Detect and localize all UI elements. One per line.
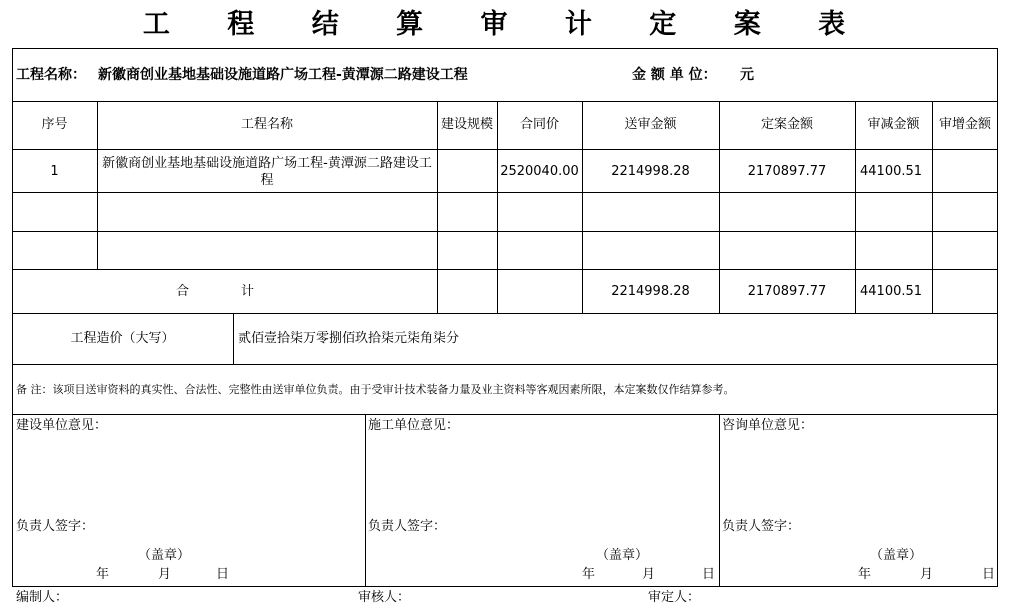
consultant-opinion: 咨询单位意见： bbox=[722, 418, 814, 433]
divider bbox=[12, 414, 998, 415]
row-contract: 2520040.00 bbox=[500, 164, 579, 179]
date-month: 月 bbox=[158, 567, 172, 582]
divider bbox=[365, 414, 366, 587]
seal-label: （盖章） bbox=[870, 548, 923, 563]
signature-label: 负责人签字： bbox=[16, 519, 95, 534]
reviewed-by: 审核人： bbox=[358, 590, 411, 605]
prepared-by: 编制人： bbox=[16, 590, 69, 605]
header-name: 工程名称 bbox=[240, 117, 293, 132]
construction-unit-opinion: 建设单位意见： bbox=[16, 418, 108, 433]
divider bbox=[12, 149, 998, 150]
divider bbox=[12, 192, 998, 193]
total-reduced: 44100.51 bbox=[860, 284, 923, 299]
header-increased: 审增金额 bbox=[938, 117, 991, 132]
project-name-label: 工程名称： bbox=[16, 67, 86, 83]
signature-label: 负责人签字： bbox=[722, 519, 801, 534]
price-words-value: 贰佰壹拾柒万零捌佰玖拾柒元柒角柒分 bbox=[238, 331, 460, 346]
divider bbox=[719, 414, 720, 587]
date-day: 日 bbox=[702, 567, 716, 582]
total-submitted: 2214998.28 bbox=[611, 284, 690, 299]
total-label: 合 计 bbox=[176, 284, 255, 299]
amount-unit: 元 bbox=[740, 67, 754, 83]
header-no: 序号 bbox=[41, 117, 68, 132]
divider bbox=[12, 101, 998, 102]
date-day: 日 bbox=[216, 567, 230, 582]
header-submitted: 送审金额 bbox=[624, 117, 677, 132]
remark-note: 备 注：该项目送审资料的真实性、合法性、完整性由送审单位负责。由于受审计技术装备力量及业主资料等客观因素所限，本定案数仅作结算参考。 bbox=[16, 383, 735, 396]
date-year: 年 bbox=[582, 567, 596, 582]
date-month: 月 bbox=[642, 567, 656, 582]
seal-label: （盖章） bbox=[138, 548, 191, 563]
divider bbox=[12, 313, 998, 314]
date-year: 年 bbox=[858, 567, 872, 582]
signature-label: 负责人签字： bbox=[368, 519, 447, 534]
row-no: 1 bbox=[50, 164, 59, 179]
header-approved: 定案金额 bbox=[760, 117, 813, 132]
header-contract: 合同价 bbox=[519, 117, 559, 132]
header-reduced: 审减金额 bbox=[867, 117, 920, 132]
divider bbox=[233, 313, 234, 364]
project-name: 新徽商创业基地基础设施道路广场工程-黄潭源二路建设工程 bbox=[98, 67, 468, 83]
row-reduced: 44100.51 bbox=[860, 164, 923, 179]
row-submitted: 2214998.28 bbox=[611, 164, 690, 179]
row-name: 新徽商创业基地基础设施道路广场工程-黄潭源二路建设工程 bbox=[102, 156, 432, 188]
date-day: 日 bbox=[982, 567, 996, 582]
page-title: 工 程 结 算 审 计 定 案 表 bbox=[142, 9, 870, 40]
divider bbox=[12, 231, 998, 232]
seal-label: （盖章） bbox=[596, 548, 649, 563]
amount-unit-label: 金 额 单 位： bbox=[632, 67, 717, 83]
total-approved: 2170897.77 bbox=[747, 284, 827, 299]
contractor-opinion: 施工单位意见： bbox=[368, 418, 460, 433]
price-words-label: 工程造价（大写） bbox=[70, 331, 175, 346]
approved-by: 审定人： bbox=[648, 590, 701, 605]
date-month: 月 bbox=[920, 567, 934, 582]
header-scale: 建设规模 bbox=[440, 117, 493, 132]
date-year: 年 bbox=[96, 567, 110, 582]
divider bbox=[12, 364, 998, 365]
row-approved: 2170897.77 bbox=[747, 164, 827, 179]
divider bbox=[12, 269, 998, 270]
